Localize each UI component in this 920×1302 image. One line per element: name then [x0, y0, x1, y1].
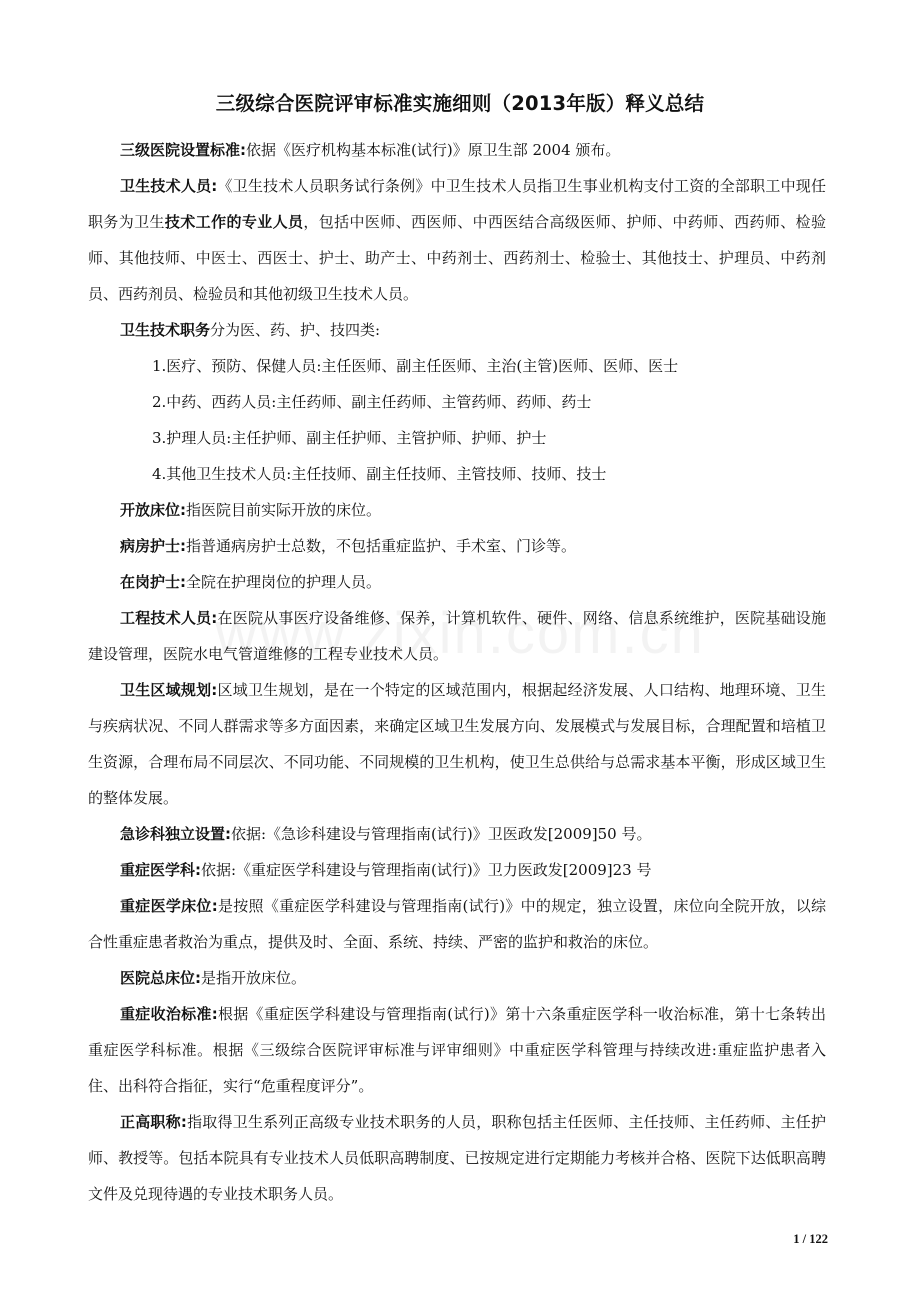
- term: 病房护士:: [120, 537, 186, 555]
- list-item: 3.护理人员:主任护师、副主任护师、主管护师、护师、护士: [152, 429, 547, 447]
- paragraph: [88, 600, 826, 672]
- list-item: 4.其他卫生技术人员:主任技师、副主任技师、主管技师、技师、技士: [152, 465, 607, 483]
- term: 正高职称:: [120, 1113, 187, 1131]
- paragraph: [88, 492, 826, 528]
- paragraph: [88, 852, 826, 888]
- bold-phrase: 技术工作的专业人员: [164, 213, 304, 231]
- page-number: 1 / 122: [793, 1232, 828, 1246]
- paragraph: [88, 564, 826, 600]
- term: 开放床位:: [120, 501, 186, 519]
- paragraph: [88, 816, 826, 852]
- definition: ，包括中医师、西医师、中西医结合高级医师、护师、中药师、西药师、检验师、其他技师、中医士、西医士、护士、助产士、中药剂士、西药剂士、检验士、其他技士、护理员、中药剂员、西药剂员、检验员和其他初级卫生技术人员。: [88, 213, 826, 303]
- term: 医院总床位:: [120, 969, 201, 987]
- definition: 是指开放床位。: [201, 969, 307, 987]
- paragraph: [88, 132, 826, 168]
- definition: 是按照《重症医学科建设与管理指南(试行)》中的规定，独立设置，床位向全院开放，以综合性重症患者救治为重点，提供及时、全面、系统、持续、严密的监护和救治的床位。: [88, 897, 826, 951]
- term: 在岗护士:: [120, 573, 186, 591]
- term: 三级医院设置标准:: [120, 141, 246, 159]
- paragraph: [88, 996, 826, 1104]
- term: 重症医学床位:: [120, 897, 218, 915]
- term: 工程技术人员:: [120, 609, 218, 627]
- paragraph: [88, 672, 826, 816]
- definition: 依据:《重症医学科建设与管理指南(试行)》卫力医政发[2009]23 号: [201, 861, 652, 879]
- definition: 依据:《急诊科建设与管理指南(试行)》卫医政发[2009]50 号。: [231, 825, 652, 843]
- paragraph: [88, 960, 826, 996]
- definition: 分为医、药、护、技四类:: [210, 321, 381, 339]
- page-title: 三级综合医院评审标准实施细则（2013年版）释义总结: [215, 92, 705, 115]
- definition: 在医院从事医疗设备维修、保养，计算机软件、硬件、网络、信息系统维护，医院基础设施建设管理，医院水电气管道维修的工程专业技术人员。: [88, 609, 826, 663]
- paragraph: [88, 1104, 826, 1212]
- definition: 全院在护理岗位的护理人员。: [186, 573, 382, 591]
- paragraph: [88, 312, 826, 348]
- term: 重症医学科:: [120, 861, 201, 879]
- term: 卫生技术职务: [120, 321, 211, 339]
- term: 急诊科独立设置:: [120, 825, 231, 843]
- definition: 指普通病房护士总数，不包括重症监护、手术室、门诊等。: [186, 537, 577, 555]
- term: 卫生区域规划:: [120, 681, 218, 699]
- definition: 依据《医疗机构基本标准(试行)》原卫生部 2004 颁布。: [246, 141, 621, 159]
- definition: 指医院目前实际开放的床位。: [186, 501, 382, 519]
- term: 卫生技术人员:: [120, 177, 218, 195]
- paragraph: [88, 888, 826, 960]
- term: 重症收治标准:: [120, 1005, 218, 1023]
- document-body: [88, 132, 826, 1212]
- list-item: 2.中药、西药人员:主任药师、副主任药师、主管药师、药师、药士: [152, 393, 592, 411]
- list-item: 1.医疗、预防、保健人员:主任医师、副主任医师、主治(主管)医师、医师、医士: [152, 357, 679, 375]
- paragraph: [88, 168, 826, 312]
- definition: 指取得卫生系列正高级专业技术职务的人员，职称包括主任医师、主任技师、主任药师、主任护师、教授等。包括本院具有专业技术人员低职高聘制度、已按规定进行定期能力考核并合格、医院下达低职高聘文件及兑现待遇的专业技术职务人员。: [88, 1113, 826, 1203]
- definition: 区域卫生规划，是在一个特定的区域范围内，根据起经济发展、人口结构、地理环境、卫生与疾病状况、不同人群需求等多方面因素，来确定区域卫生发展方向、发展模式与发展目标，合理配置和培植卫生资源，合理布局不同层次、不同功能、不同规模的卫生机构，使卫生总供给与总需求基本平衡，形成区域卫生的整体发展。: [88, 681, 826, 807]
- definition: 根据《重症医学科建设与管理指南(试行)》第十六条重症医学科一收治标准，第十七条转出重症医学科标准。根据《三级综合医院评审标准与评审细则》中重症医学科管理与持续改进:重症监护患者入住、出科符合指征，实行“危重程度评分”。: [88, 1005, 826, 1095]
- paragraph: [88, 528, 826, 564]
- definition: 《卫生技术人员职务试行条例》中卫生技术人员指卫生事业机构支付工资的全部职工中现任职务为卫生: [88, 177, 826, 231]
